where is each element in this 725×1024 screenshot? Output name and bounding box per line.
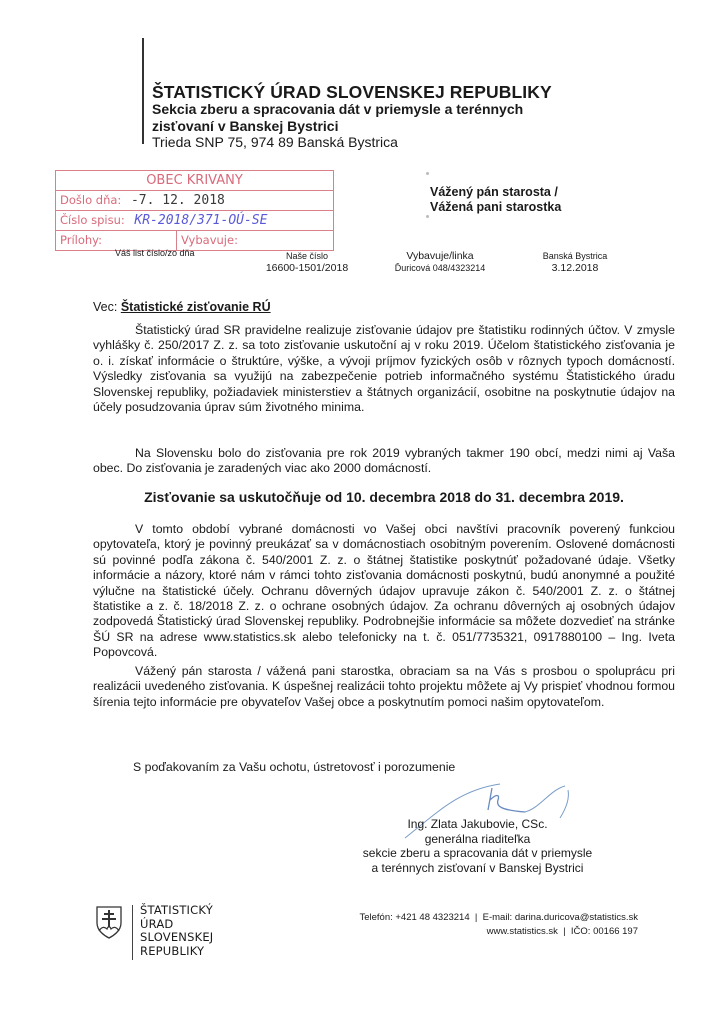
received-stamp — [55, 170, 334, 251]
ref-date: 3.12.2018 — [551, 262, 599, 274]
section-line-1: Sekcia zberu a spracovania dát v priemysle a terénnych — [152, 101, 524, 117]
section-line-2: zisťovaní v Banskej Bystrici — [152, 118, 339, 134]
stamp-received-row — [56, 190, 333, 210]
ref-our-number — [262, 250, 352, 274]
signatory-name: Ing. Zlata Jakubovie, CSc. — [407, 817, 548, 831]
ref-place-date — [525, 250, 625, 274]
coat-of-arms-icon — [95, 905, 123, 939]
stamp-file-value: KR-2018/371-OÚ-SE — [134, 213, 268, 228]
paragraph-2: Na Slovensku bolo do zisťovania pre rok 2019 vybraných takmer 190 obcí, medzi nimi aj Vaša obec. Do zisťovania je zaradených viac ako 2000 domácností. — [93, 446, 675, 476]
section-name — [152, 101, 592, 135]
signatory-dept-1: sekcie zberu a spracovania dát v priemysle — [362, 846, 593, 860]
ref-handled-by-label: Vybavuje/linka — [406, 250, 474, 262]
stamp-handler-label: Vybavuje: — [176, 231, 238, 250]
closing-line: S poďakovaním za Vašu ochotu, ústretovosť i porozumenie — [133, 760, 456, 774]
paragraph-4: Vážený pán starosta / vážená pani starostka, obraciam sa na Vás s prosbou o spoluprácu pri realizácii uvedeného zisťovania. K úspešnej realizácii tohto projektu môžete aj Vy prispieť vhodnou formou šírenia tejto informácie pre obyvateľov Vašej obce a poskytnutím pomoci našim opytovateľom. — [93, 664, 675, 709]
signatory-title: generálna riaditeľka — [424, 831, 531, 846]
stamp-received-label: Došlo dňa: — [60, 193, 122, 207]
institution-title: ŠTATISTICKÝ ÚRAD SLOVENSKEJ REPUBLIKY — [152, 82, 552, 102]
paragraph-1: Štatistický úrad SR pravidelne realizuje zisťovanie údajov pre štatistiku rodinných účtov. V zmysle vyhlášky č. 250/2017 Z. z. sa toto zisťovanie uskutoční aj v roku 2019. Účelom štatistického zisťovania je o. i. získať informácie o štruktúre, výške, a vývoji príjmov fyzických osôb v rôznych typoch domácností. Výsledky zisťovania sa využijú na zabezpečenie potrieb informačného systému Štatistického úradu Slovenskej republiky, požiadaviek ministerstiev a štátnych organizácií, osobitne na poskytnutie údajov na účely posudzovania úprav súm životného minima. — [93, 323, 675, 415]
stamp-org: OBEC KRIVANY — [146, 173, 243, 188]
logo-wordmark: ŠTATISTICKÝ ÚRAD SLOVENSKEJ REPUBLIKY — [140, 903, 214, 958]
subject-value: Štatistické zisťovanie RÚ — [120, 300, 271, 314]
subject-label: Vec: — [93, 300, 118, 314]
paragraph-3: V tomto období vybrané domácnosti vo Vašej obci navštívi pracovník poverený funkciou opytovateľa, ktorý je povinný preukázať sa v domácnostiach osobitným poverením. Oslovené domácnosti sú povinné podľa zákona č. 540/2001 Z. z. o štátnej štatistike poskytnúť požadované údaje. Všetky informácie a názory, ktoré nám v rámci tohto zisťovania domácnosti poskytnú, budú anonymné a použité výlučne na štatistické účely. Ochranu dôverných údajov upravuje zákon č. 540/2001 Z. z. o štátnej štatistike a z. č. 18/2018 Z. z. o ochrane osobných údajov. Za ochranu dôverných aj osobných údajov zodpovedá Štatistický úrad Slovenskej republiky. Podrobnejšie informácie sa môžete dozvedieť na stránke ŠÚ SR na adrese www.statistics.sk alebo telefonicky na t. č. 051/7735321, 0917880100 – Ing. Iveta Popovcová. — [93, 522, 675, 660]
stamp-attachments-label: Prílohy: — [60, 233, 103, 247]
address-window-mark — [426, 215, 429, 218]
footer-ico: IČO: 00166 197 — [570, 926, 638, 937]
footer-contact: Telefón: +421 48 4323214 | E-mail: darina.duricova@statistics.sk www.statistics.sk | IČO: 00166 197 — [359, 912, 638, 937]
institution-address: Trieda SNP 75, 974 89 Banská Bystrica — [152, 134, 398, 150]
footer-email[interactable]: E-mail: darina.duricova@statistics.sk — [482, 912, 638, 923]
survey-period-highlight: Zisťovanie sa uskutočňuje od 10. decembra 2018 do 31. decembra 2019. — [144, 489, 624, 505]
subject-line — [93, 300, 271, 314]
stamp-received-value: -7. 12. 2018 — [130, 193, 225, 208]
ref-our-number-value: 16600-1501/2018 — [265, 262, 349, 274]
address-window-mark — [426, 172, 429, 175]
ref-place: Banská Bystrica — [542, 251, 608, 261]
ref-handled-by — [385, 250, 495, 274]
ref-your-letter-label: Váš list číslo/zo dňa — [115, 248, 195, 258]
letterhead-rule — [142, 38, 144, 144]
stamp-file-label: Číslo spisu: — [60, 213, 125, 227]
signatory-dept-2: a terénnych zisťovaní v Banskej Bystrici — [371, 860, 584, 875]
ref-our-number-label: Naše číslo — [285, 251, 329, 261]
ref-handled-by-value: Ďuricová 048/4323214 — [394, 263, 486, 273]
footer-phone: Telefón: +421 48 4323214 — [359, 912, 470, 923]
ref-your-letter — [115, 247, 195, 259]
recipient-block — [430, 185, 561, 215]
logo-divider — [132, 905, 133, 960]
stamp-file-row — [56, 210, 333, 230]
signature-block — [320, 817, 635, 875]
recipient-line-2: Vážená pani starostka — [430, 200, 562, 214]
footer-website[interactable]: www.statistics.sk — [486, 926, 558, 937]
recipient-line-1: Vážený pán starosta / — [430, 185, 558, 199]
